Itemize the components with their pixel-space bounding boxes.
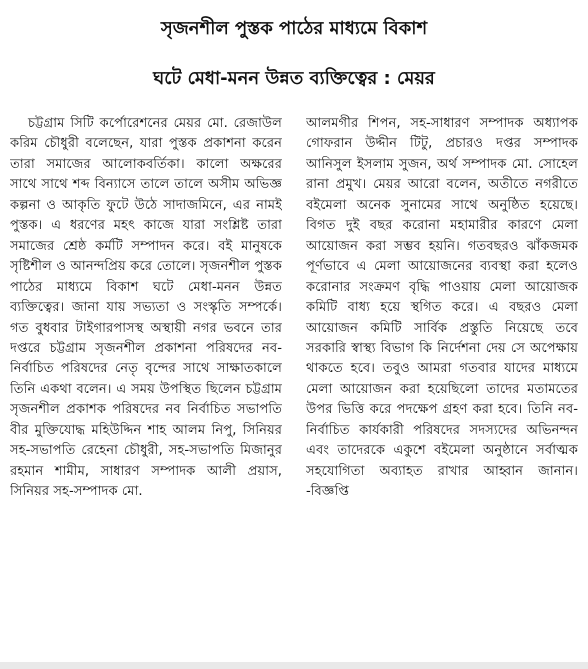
article-paragraph-right: আলমগীর শিপন, সহ-সাধারণ সম্পাদক অধ্যাপক গোফরান উদ্দীন টিটু, প্রচারও দপ্তর সম্পাদক আনিসুল ইসলাম সুজন, অর্থ সম্পাদক মো. সোহেল রানা প্রমুখ। মেয়র আরো বলেন, অতীতে নগরীতে বইমেলা অনেক সুনামের সাথে অনুষ্ঠিত হয়েছে। বিগত দুই বছর করোনা মহামারীর কারণে মেলা আয়োজন করা সম্ভব হয়নি। গতবছরও ঝাঁকজমক পূর্ণভাবে এ মেলা আয়োজনের ব্যবস্থা করা হলেও করোনার সংক্রমণ বৃদ্ধি পাওয়ায় মেলা আয়োজক কমিটি বাধ্য হয়ে স্থগিত করে। এ বছরও মেলা আয়োজন কমিটি সার্বিক প্রস্তুতি নিয়েছে তবে সরকারি স্বাস্থ্য বিভাগ কি নির্দেশনা দেয় সে অপেক্ষায় থাকতে হবে। তবুও আমরা গতবার যাদের মাধ্যমে মেলা আয়োজন করা হয়েছিলো তাদের মতামতের উপর ভিত্তি করে পদক্ষেপ গ্রহণ করা হবে। তিনি নব-নির্বাচিত কার্যকারী পরিষদের সদস্যদের অভিনন্দন এবং তাদেরকে একুশে বইমেলা অনুষ্ঠানে সর্বাত্মক সহযোগিতা অব্যাহত রাখার আহ্বান জানান। -বিজ্ঞপ্তি: [306, 116, 578, 500]
article-column-left: [10, 114, 282, 659]
headline: [0, 4, 588, 104]
article-body: [10, 114, 578, 659]
headline-line-1: সৃজনশীল পুস্তক পাঠের মাধ্যমে বিকাশ: [160, 18, 428, 39]
bottom-edge: [0, 662, 588, 669]
article-column-right: [306, 114, 578, 659]
headline-line-2: ঘটে মেধা-মনন উন্নত ব্যক্তিত্বের : মেয়র: [153, 68, 435, 89]
article-paragraph-left: চট্টগ্রাম সিটি কর্পোরেশনের মেয়র মো. রেজাউল করিম চৌধুরী বলেছেন, যারা পুস্তক প্রকাশনা করেন তারা সমাজের আলোকবর্তিকা। কালো অক্ষরের সাথে সাথে শব্দ বিন্যাসে তালে তালে অসীম অভিজ্ঞ কল্পনা ও আকৃতি ফুটে উঠে সাদাজমিনে, এর নামই পুস্তক। এ ধরণের মহৎ কাজে যারা সংশ্লিষ্ট তারা সমাজের শ্রেষ্ঠ কর্মটি সম্পাদন করে। বই মানুষকে সৃষ্টিশীল ও আনন্দপ্রিয় করে তোলে। সৃজনশীল পুস্তক পাঠের মাধ্যমে বিকাশ ঘটে মেধা-মনন উন্নত ব্যক্তিত্বের। জানা যায় সভ্যতা ও সংস্কৃতি সম্পর্কে। গত বুধবার টাইগারপাসস্থ অস্থায়ী নগর ভবনে তার দপ্তরে চট্টগ্রাম সৃজনশীল প্রকাশনা পরিষদের নব-নির্বাচিত পরিষদের নেতৃ বৃন্দের সাথে সাক্ষাতকালে তিনি একথা বলেন। এ সময় উপস্থিত ছিলেন চট্টগ্রাম সৃজনশীল প্রকাশক পরিষদের নব নির্বাচিত সভাপতি বীর মুক্তিযোদ্ধ মহিউদ্দিন শাহ আলম নিপু, সিনিয়র সহ-সভাপতি রেহেনা চৌধুরী, সহ-সভাপতি মিজানুর রহমান শামীম, সাধারণ সম্পাদক আলী প্রয়াস, সিনিয়র সহ-সম্পাদক মো.: [10, 116, 282, 500]
